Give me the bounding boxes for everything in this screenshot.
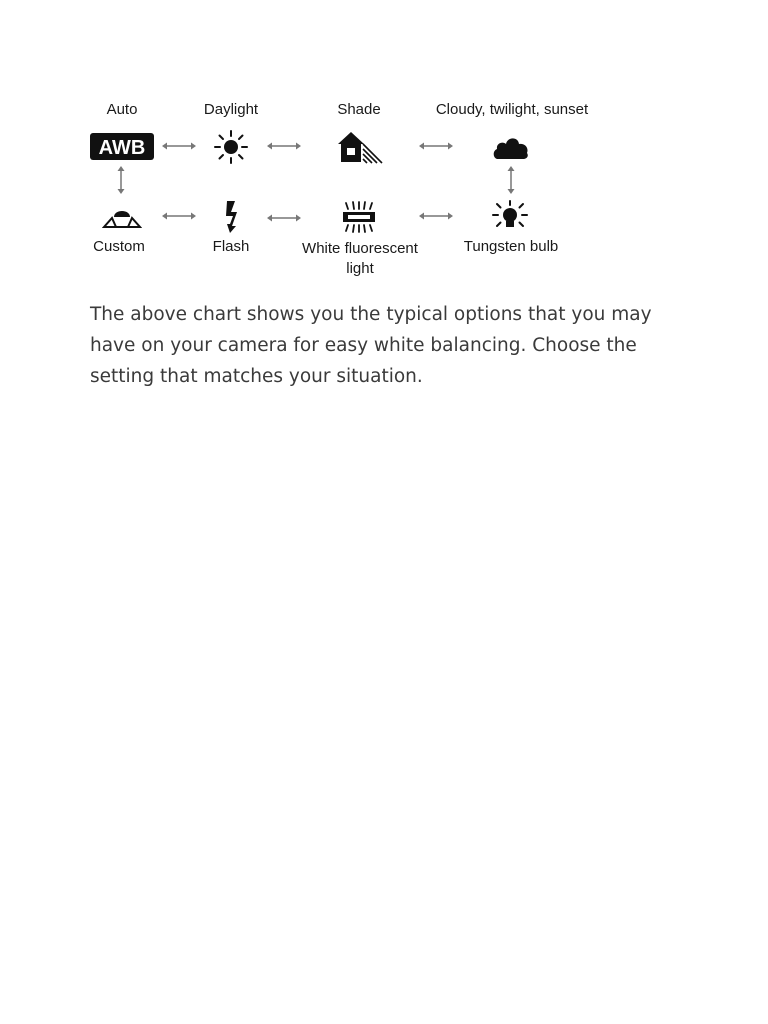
awb-icon: [90, 133, 154, 160]
fluorescent-icon: [338, 200, 380, 234]
label-cloudy: Cloudy, twilight, sunset: [435, 101, 589, 118]
label-custom: Custom: [93, 238, 145, 255]
sun-icon: [212, 129, 250, 165]
custom-icon: [102, 205, 142, 229]
white-balance-diagram: [0, 0, 768, 290]
shade-house-icon: [336, 130, 386, 164]
caption-paragraph: The above chart shows you the typical options that you may have on your camera for easy white balancing. Choose the setting that matches your situation.: [90, 304, 652, 387]
label-fluorescent-line1: White fluorescent: [302, 240, 418, 257]
arrow-flash-fluorescent: [266, 212, 302, 224]
label-auto: Auto: [106, 101, 138, 118]
cloud-icon: [492, 133, 530, 161]
flash-icon: [220, 200, 242, 234]
arrow-auto-daylight: [161, 140, 197, 152]
awb-icon-text: AWB: [98, 137, 146, 159]
arrow-daylight-shade: [266, 140, 302, 152]
arrow-auto-custom: [115, 165, 127, 195]
label-daylight: Daylight: [203, 101, 259, 118]
label-shade: Shade: [337, 101, 381, 118]
arrow-fluorescent-tungsten: [418, 210, 454, 222]
label-tungsten: Tungsten bulb: [463, 238, 559, 255]
tungsten-bulb-icon: [491, 199, 529, 235]
arrow-cloudy-tungsten: [505, 165, 517, 195]
label-fluorescent-line2: light: [346, 260, 374, 277]
label-flash: Flash: [212, 238, 250, 255]
arrow-custom-flash: [161, 210, 197, 222]
arrow-shade-cloudy: [418, 140, 454, 152]
